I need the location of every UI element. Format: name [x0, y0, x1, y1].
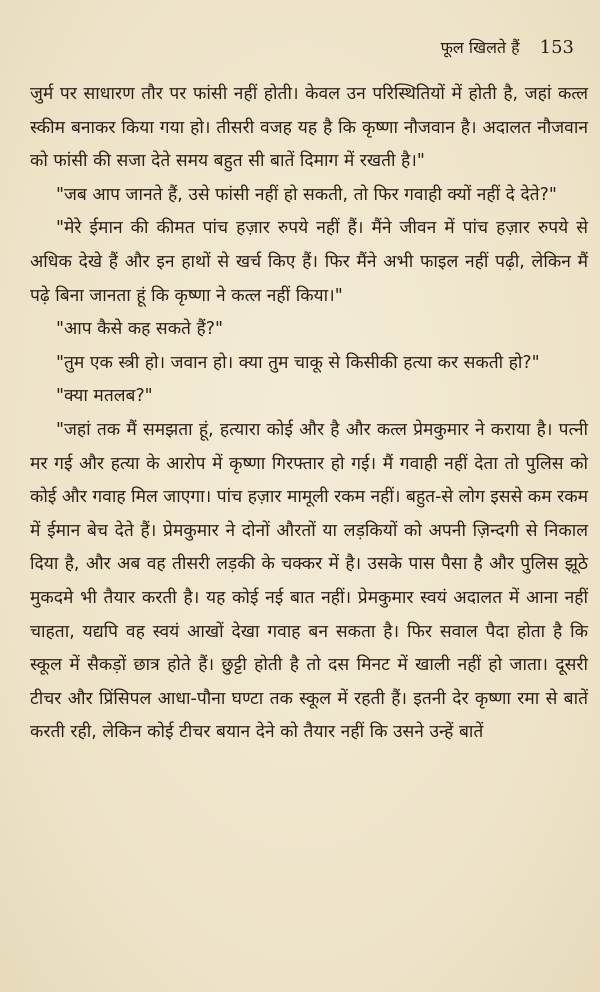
running-title: फूल खिलते हैं: [440, 38, 520, 57]
paragraph: "तुम एक स्त्री हो। जवान हो। क्या तुम चाकू से किसीकी हत्या कर सकती हो?": [56, 352, 540, 373]
paragraph: "मेरे ईमान की कीमत पांच हज़ार रुपये नहीं हैं। मैंने जीवन में पांच हज़ार रुपये से अधिक देखे हैं और इन हाथों से खर्च किए हैं। फिर मैंने अभी फाइल नहीं पढ़ी, लेकिन मैं पढ़े बिना जानता हूं कि कृष्णा ने कत्ल नहीं किया।": [30, 218, 588, 306]
paragraph: "जब आप जानते हैं, उसे फांसी नहीं हो सकती, तो फिर गवाही क्यों नहीं दे देते?": [56, 184, 557, 205]
paragraph: जुर्म पर साधारण तौर पर फांसी नहीं होती। केवल उन परिस्थितियों में होती है, जहां कत्ल स्कीम बनाकर किया गया हो। तीसरी वजह यह है कि कृष्णा नौजवान है। अदालत नौजवान को फांसी की सजा देते समय बहुत सी बातें दिमाग में रखती है।": [30, 84, 588, 172]
page-body: [30, 78, 588, 750]
paragraph: "जहां तक मैं समझता हूं, हत्यारा कोई और है और कत्ल प्रेमकुमार ने कराया है। पत्नी मर गई और हत्या के आरोप में कृष्णा गिरफ्तार हो गई। मैं गवाही नहीं देता तो पुलिस को कोई और गवाह मिल जाएगा। पांच हज़ार मामूली रकम नहीं। बहुत-से लोग इससे कम रकम में ईमान बेच देते हैं। प्रेमकुमार ने दोनों औरतों या लड़कियों को अपनी ज़िन्दगी से निकाल दिया है, और अब वह तीसरी लड़की के चक्कर में है। उसके पास पैसा है और पुलिस झूठे मुकदमे भी तैयार करती है। यह कोई नई बात नहीं। प्रेमकुमार स्वयं अदालत में आना नहीं चाहता, यद्यपि वह स्वयं आखों देखा गवाह बन सकता है। फिर सवाल पैदा होता है कि स्कूल में सैकड़ों छात्र होते हैं। छुट्टी होती है तो दस मिनट में खाली नहीं हो जाता। दूसरी टीचर और प्रिंसिपल आधा-पौना घण्टा तक स्कूल में रहती हैं। इतनी देर कृष्णा रमा से बातें करती रही, लेकिन कोई टीचर बयान देने को तैयार नहीं कि उसने उन्हें बातें: [30, 419, 588, 743]
page-header: [441, 36, 574, 58]
page-number: 153: [539, 37, 574, 58]
paragraph: "आप कैसे कह सकते हैं?": [56, 319, 223, 340]
paragraph: "क्या मतलब?": [56, 386, 153, 407]
